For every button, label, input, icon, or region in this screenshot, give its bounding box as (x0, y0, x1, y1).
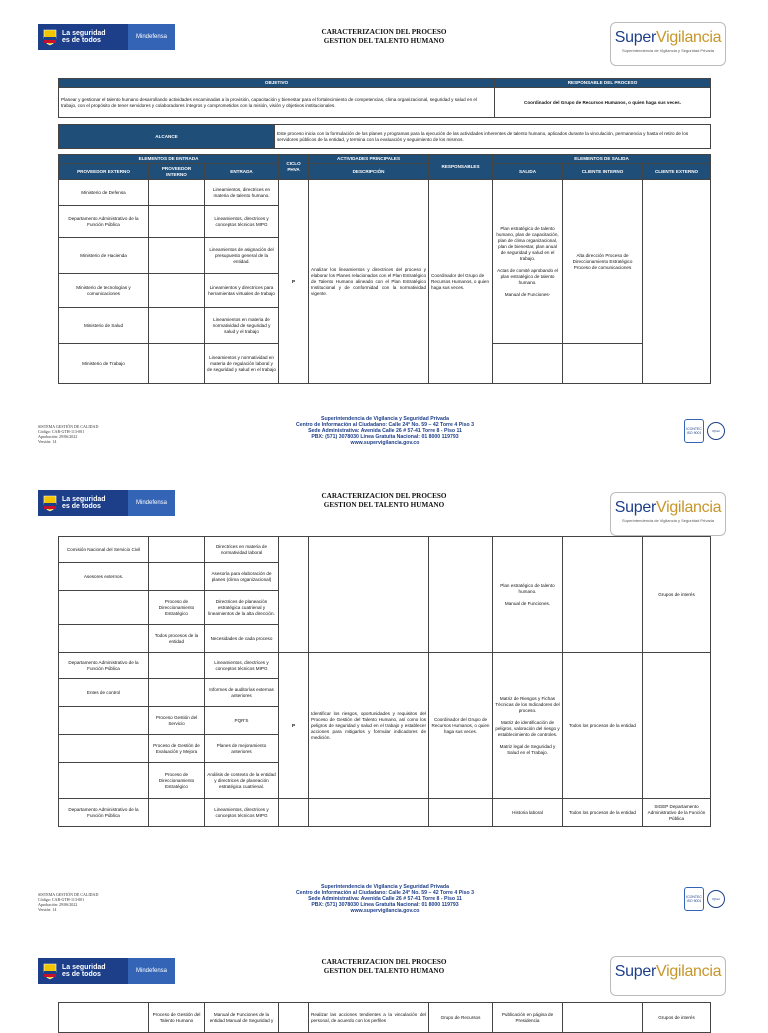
ciclo-phva-header: CICLO PHVA (279, 155, 309, 180)
proveedor-externo-cell: Departamento Administrativo de la Función Pública (59, 653, 149, 679)
icontec-cert-icon: ICONTEC ISO 9001 (684, 419, 704, 443)
logo-subtitle: Superintendencia de Vigilancia y Seguridad Privada (622, 518, 714, 523)
entrada-cell: Análisis de contexto de la entidad y directrices de planeación estratégica cuatrienal. (205, 763, 279, 799)
certification-logos (684, 884, 730, 914)
proveedor-interno-cell (149, 344, 205, 384)
title-line2: GESTION DEL TALENTO HUMANO (323, 501, 445, 509)
gov-logo-line1: La seguridad (62, 496, 106, 503)
footer (0, 880, 768, 940)
entrada-cell: Directrices en materia de normatividad laboral (205, 537, 279, 563)
descripcion-cell: Analizar los lineamientos y directrices del proceso y elaborar los Planes relacionados con el Plan Estratégico de Talento Humano alineado con el Plan Estratégico Institucional y de conformidad con la normatividad vigente. (309, 180, 429, 384)
objetivo-text: Planear y gestionar el talento humano desarrollando actividades encaminadas a la provisión, capacitación y bienestar para el fortalecimiento de competencias, clima organizacional, seguridad y salud en el trabajo, con el propósito de tener servidores y colaboradores íntegros y comprometidos con la misión, visión y objetivos institucionales. (59, 88, 495, 118)
proveedor-externo-cell (59, 625, 149, 653)
proveedor-externo-cell: Entes de control (59, 679, 149, 707)
alcance-header: ALCANCE (59, 125, 275, 149)
page-title (250, 958, 518, 976)
proveedor-externo-cell: Departamento Administrativo de la Función Pública (59, 206, 149, 238)
iqnet-cert-icon: IQNet (707, 890, 725, 908)
logo-super: Super (614, 963, 656, 980)
proveedor-interno-cell: Todos procesos de la entidad (149, 625, 205, 653)
proveedor-externo-cell: Comisión Nacional del Servicio Civil (59, 537, 149, 563)
colombia-shield-icon (42, 962, 58, 980)
proveedor-externo-cell (59, 591, 149, 625)
proveedor-interno-cell (149, 537, 205, 563)
salida-cell (493, 180, 563, 344)
salida-header: SALIDA (493, 164, 563, 180)
proveedor-externo-cell (59, 1003, 149, 1033)
responsable-cell (429, 537, 493, 653)
page-1 (0, 0, 768, 470)
entrada-cell: Lineamientos, directrices y conceptos técnicos MIPG (205, 653, 279, 679)
salida-text-1: Matriz de Riesgos y Fichas Técnicas de los Indicadores del proceso. (495, 695, 560, 713)
proveedor-interno-cell: Proceso de Direccionamiento Estratégico (149, 763, 205, 799)
gov-logo-line2: es de todos (62, 503, 101, 510)
footer-left-line: Aprobación: 29/06/2022 (38, 434, 78, 439)
footer-contact (260, 416, 510, 446)
cliente-interno-cell (563, 537, 643, 653)
footer-mid-line: Superintendencia de Vigilancia y Seguridad Privada (321, 416, 449, 422)
proveedor-interno-cell: Proceso de Direccionamiento Estratégico (149, 591, 205, 625)
proveedor-externo-cell: Ministerio de Defensa (59, 180, 149, 206)
footer-left-line: SISTEMA GESTIÓN DE CALIDAD (38, 424, 99, 429)
proveedor-interno-cell: Proceso de Gestión del Talento Humano (149, 1003, 205, 1033)
proveedor-externo-header: PROVEEDOR EXTERNO (59, 164, 149, 180)
salida-text-3: Matriz legal de Seguridad y Salud en el Trabajo. (499, 743, 556, 755)
descripcion-cell: Identificar los riesgos, oportunidades y requisitos del Proceso de Gestión del Talento Humano, así como los peligros de seguridad y salud en el trabajo y establecer acciones para mitigarlos y formular indicadores de medición. (309, 653, 429, 799)
elementos-entrada-header: ELEMENTOS DE ENTRADA (59, 155, 279, 164)
footer-mid-line: PBX: (571) 3078030 Línea Gratuita Nacional: 01 8000 119793 (311, 434, 459, 440)
responsables-header: RESPONSABLES (429, 155, 493, 180)
cliente-externo-cell: SIGEP Departamento Administrativo de la Función Pública (643, 799, 711, 827)
certification-logos (684, 416, 730, 446)
cliente-interno-header: CLIENTE INTERNO (563, 164, 643, 180)
page-title (250, 492, 518, 510)
proveedor-externo-cell: Ministerio de Salud (59, 308, 149, 344)
footer-mid-line: Sede Administrativa: Avenida Calle 26 # 57-41 Torre 8 - Piso 11 (308, 896, 462, 902)
proveedor-interno-cell (149, 238, 205, 274)
cliente-externo-cell (643, 653, 711, 799)
entrada-cell: Lineamientos de asignación del presupuesto general de la entidad. (205, 238, 279, 274)
gov-logo-line1: La seguridad (62, 964, 106, 971)
responsable-cell (429, 799, 493, 827)
salida-text-1: Plan estratégico de talento humano. (500, 582, 555, 594)
footer-left-line: SISTEMA GESTIÓN DE CALIDAD (38, 892, 99, 897)
proveedor-interno-cell: Proceso de Gestión de Evaluación y Mejora (149, 735, 205, 763)
title-line1: CARACTERIZACION DEL PROCESO (321, 958, 447, 966)
salida-cell (493, 653, 563, 799)
title-line1: CARACTERIZACION DEL PROCESO (321, 28, 447, 36)
responsable-header: RESPONSABLE DEL PROCESO (495, 79, 711, 88)
proveedor-interno-cell (149, 180, 205, 206)
salida-text-2: Matriz de identificación de peligros, valoración del riesgo y establecimiento de controles. (495, 719, 560, 737)
title-line2: GESTION DEL TALENTO HUMANO (323, 967, 445, 975)
entrada-cell: Manual de Funciones de la entidad Manual de Seguridad y (205, 1003, 279, 1033)
entrada-cell: Lineamientos y directrices para herramientas virtuales de trabajo (205, 274, 279, 308)
actividades-header: ACTIVIDADES PRINCIPALES (309, 155, 429, 164)
mindefensa-label: Mindefensa (128, 958, 175, 984)
footer-mid-line: PBX: (571) 3078030 Línea Gratuita Nacional: 01 8000 119793 (311, 902, 459, 908)
proveedor-externo-cell (59, 735, 149, 763)
proveedor-externo-cell: Departamento Administrativo de la Función Pública (59, 799, 149, 827)
proveedor-interno-cell (149, 679, 205, 707)
footer-left-line: Código: CAR-GTH-113-001 (38, 897, 85, 902)
salida-text-3: Manual de Funciones- (504, 291, 551, 297)
gov-logo-line2: es de todos (62, 971, 101, 978)
footer-left-line: Código: CAR-GTH-113-001 (38, 429, 85, 434)
page-3 (0, 940, 768, 1024)
proveedor-externo-cell: Ministerio de tecnologías y comunicaciones (59, 274, 149, 308)
logo-super: Super (614, 499, 656, 516)
proveedor-interno-cell (149, 799, 205, 827)
proveedor-externo-cell (59, 763, 149, 799)
descripcion-header: DESCRIPCIÓN (309, 164, 429, 180)
proveedor-interno-cell: Proceso Gestión del Servicio (149, 707, 205, 735)
entrada-header: ENTRADA (205, 164, 279, 180)
phva-cell: P (279, 653, 309, 799)
proveedor-externo-cell: Ministerio de Trabajo (59, 344, 149, 384)
salida-cell (493, 537, 563, 653)
title-line2: GESTION DEL TALENTO HUMANO (323, 37, 445, 45)
cliente-interno-cell: Todos los procesos de la entidad (563, 799, 643, 827)
gov-logo-line2: es de todos (62, 37, 101, 44)
descripcion-cell: Realizar las acciones tendientes a la vinculación del personal, de acuerdo con los perfiles (309, 1003, 429, 1033)
mindefensa-label: Mindefensa (128, 24, 175, 50)
entrada-cell: Planes de mejoramiento anteriores (205, 735, 279, 763)
responsable-cell: Coordinador del Grupo de Recursos Humanos, o quien haga sus veces. (429, 653, 493, 799)
salida-cell: Publicación en página de Presidencia (493, 1003, 563, 1033)
proveedor-interno-header: PROVEEDOR INTERNO (149, 164, 205, 180)
entrada-cell: Lineamientos, directrices en materia de talento humano. (205, 180, 279, 206)
gov-logo-line1: La seguridad (62, 30, 106, 37)
phva-cell (279, 799, 309, 827)
footer-left (38, 892, 98, 912)
entrada-cell: Directrices de planeación estratégica cuatrienal y lineamientos de la alta dirección. (205, 591, 279, 625)
cliente-externo-cell (643, 180, 711, 384)
icontec-cert-icon: ICONTEC ISO 9001 (684, 887, 704, 911)
footer-left-line: Versión: 14 (38, 907, 57, 912)
footer-mid-line: Superintendencia de Vigilancia y Seguridad Privada (321, 884, 449, 890)
logo-vigilancia: Vigilancia (656, 499, 722, 516)
footer-mid-line: Centro de Información al Ciudadano: Calle 24ª No. 59 – 42 Torre 4 Piso 3 (296, 422, 474, 428)
salida-cell (493, 344, 563, 384)
salida-cell: Historia laboral (493, 799, 563, 827)
gov-banner (38, 490, 175, 516)
proveedor-externo-cell: Asesores externos. (59, 563, 149, 591)
logo-vigilancia: Vigilancia (656, 963, 722, 980)
logo-vigilancia: Vigilancia (656, 29, 722, 46)
colombia-shield-icon (42, 28, 58, 46)
title-line1: CARACTERIZACION DEL PROCESO (321, 492, 447, 500)
supervigilancia-logo (610, 956, 726, 996)
elementos-salida-header: ELEMENTOS DE SALIDA (493, 155, 711, 164)
proveedor-interno-cell (149, 274, 205, 308)
proveedor-interno-cell (149, 653, 205, 679)
objetivo-header: OBJETIVO (59, 79, 495, 88)
alcance-text: Este proceso inicia con la formulación de los planes y programas para la ejecución de las actividades inherentes de talento humano, aplicados durante la vinculación, permanencia y hasta el retiro de los servidores públicos de la entidad, y termina con la evaluación y seguimiento de los mismos. (275, 125, 711, 149)
gov-banner (38, 24, 175, 50)
responsable-text: Coordinador del Grupo de Recursos Humanos, o quien haga sus veces. (495, 88, 711, 118)
page-2 (0, 470, 768, 940)
cliente-externo-cell: Grupos de interés (643, 537, 711, 653)
entrada-cell: Lineamientos, directrices y conceptos técnicos MIPG (205, 799, 279, 827)
entrada-cell: Lineamientos, directrices y conceptos técnicos MIPG (205, 206, 279, 238)
responsable-cell: Coordinador del Grupo de Recursos Humanos, o quien haga sus veces. (429, 180, 493, 384)
cliente-externo-header: CLIENTE EXTERNO (643, 164, 711, 180)
footer-left-line: Aprobación: 29/06/2022 (38, 902, 78, 907)
entrada-cell: Informes de auditorías externas anteriores (205, 679, 279, 707)
elementos-table-p3 (58, 1002, 711, 1033)
proveedor-externo-cell: Ministerio de Hacienda (59, 238, 149, 274)
elementos-table-p1 (58, 154, 711, 384)
entrada-cell: Lineamientos en materia de normatividad de seguridad y salud y el trabajo (205, 308, 279, 344)
logo-subtitle: Superintendencia de Vigilancia y Seguridad Privada (622, 48, 714, 53)
iqnet-cert-icon: IQNet (707, 422, 725, 440)
colombia-shield-icon (42, 494, 58, 512)
salida-text-2: Manual de Funciones. (504, 600, 551, 606)
phva-cell (279, 537, 309, 653)
phva-cell: P (279, 180, 309, 384)
page-title (250, 28, 518, 46)
cliente-interno-cell (563, 344, 643, 384)
footer-mid-line: Sede Administrativa: Avenida Calle 26 # 57-41 Torre 8 - Piso 11 (308, 428, 462, 434)
supervigilancia-logo (610, 22, 726, 66)
footer-left (38, 424, 98, 444)
footer (0, 412, 768, 472)
proveedor-interno-cell (149, 308, 205, 344)
phva-cell (279, 1003, 309, 1033)
salida-text-1: Plan estratégico de talento humano, plan de capacitación, plan de clima organizacional, plan de bienestar, plan anual de seguridad y salud en el trabajo. (496, 225, 559, 261)
alcance-table (58, 124, 711, 149)
cliente-interno-cell (563, 1003, 643, 1033)
footer-mid-line: www.supervigilancia.gov.co (350, 908, 420, 914)
descripcion-cell (309, 799, 429, 827)
descripcion-cell (309, 537, 429, 653)
logo-super: Super (614, 29, 656, 46)
footer-mid-line: Centro de Información al Ciudadano: Calle 24ª No. 59 – 42 Torre 4 Piso 3 (296, 890, 474, 896)
entrada-cell: Asesoría para elaboración de planes (clima organizacional) (205, 563, 279, 591)
footer-left-line: Versión: 14 (38, 439, 57, 444)
cliente-interno-cell: Alta dirección Proceso de Direccionamiento Estratégico Proceso de comunicaciones (563, 180, 643, 344)
proveedor-interno-cell (149, 563, 205, 591)
entrada-cell: PQR'S (205, 707, 279, 735)
entrada-cell: Lineamientos y normatividad en materia de regulación laboral y de seguridad y salud en el trabajo (205, 344, 279, 384)
footer-contact (260, 884, 510, 914)
salida-text-2: Actas de comité aprobando el plan estratégico de talento humano. (497, 267, 558, 285)
proveedor-externo-cell (59, 707, 149, 735)
entrada-cell: Necesidades de cada proceso (205, 625, 279, 653)
proveedor-interno-cell (149, 206, 205, 238)
elementos-table-p2 (58, 536, 711, 827)
mindefensa-label: Mindefensa (128, 490, 175, 516)
cliente-interno-cell: Todos los procesos de la entidad (563, 653, 643, 799)
gov-banner (38, 958, 175, 984)
footer-mid-line: www.supervigilancia.gov.co (350, 440, 420, 446)
responsable-cell: Grupo de Recursos (429, 1003, 493, 1033)
objetivo-table (58, 78, 711, 118)
supervigilancia-logo (610, 492, 726, 536)
cliente-externo-cell: Grupos de interés (643, 1003, 711, 1033)
